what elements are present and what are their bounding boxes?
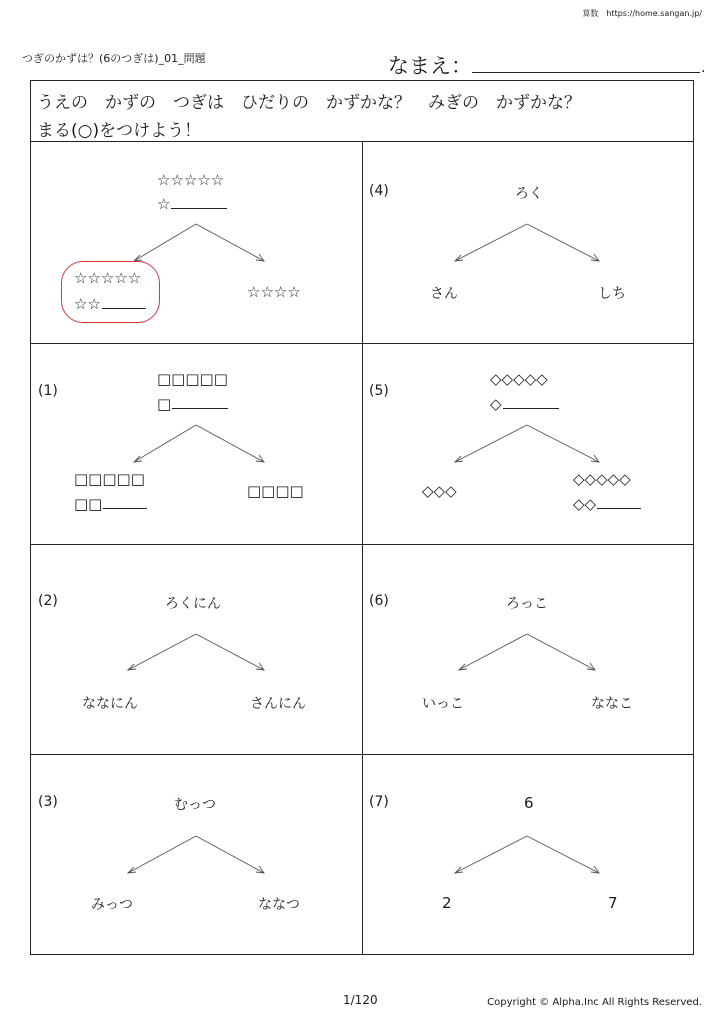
branch-arrows: [31, 343, 362, 544]
diamond-row-top-second: ◇: [490, 395, 559, 413]
star-row-left: ☆☆☆☆☆: [74, 269, 142, 287]
problem-1: [31, 343, 362, 544]
left-choice[interactable]: いっこ: [422, 696, 464, 712]
problem-number: (5): [369, 383, 389, 399]
instructions: [31, 81, 693, 142]
problem-number: (4): [369, 183, 389, 199]
top-word: むっつ: [174, 797, 216, 813]
instruction-line-1: うえの かずの つぎは ひだりの かずかな？ みぎの かずかな？: [37, 93, 581, 113]
square-row-top-second: □: [157, 395, 228, 413]
worksheet-title: つぎのかずは？(6のつぎは)_01_問題: [22, 52, 206, 65]
branch-arrows: [31, 544, 362, 754]
page-number: 1/120: [343, 993, 378, 1007]
problem-4: [362, 142, 695, 343]
branch-arrows: [362, 754, 695, 955]
right-choice[interactable]: ななこ: [591, 696, 633, 712]
top-word: ろっこ: [506, 596, 548, 612]
worksheet-grid: [30, 80, 694, 955]
diamond-row-right[interactable]: ◇◇◇◇◇: [573, 470, 631, 488]
right-choice[interactable]: 7: [608, 894, 618, 912]
star-row-top: ☆☆☆☆☆: [157, 171, 225, 189]
name-label: なまえ：: [388, 54, 472, 78]
diamond-row-top: ◇◇◇◇◇: [490, 370, 548, 388]
square-row-left-second[interactable]: □□: [74, 495, 147, 513]
blank-line: [597, 507, 641, 509]
diamond-row-left[interactable]: ◇◇◇: [422, 482, 457, 500]
branch-arrows: [362, 544, 695, 754]
problem-7: [362, 754, 695, 955]
left-choice[interactable]: ななにん: [82, 696, 138, 712]
left-choice[interactable]: さん: [430, 286, 458, 302]
left-choice[interactable]: みっつ: [91, 897, 133, 913]
example-problem: [31, 142, 362, 343]
problem-5: [362, 343, 695, 544]
star-row-left-second: ☆☆: [74, 295, 146, 313]
right-choice[interactable]: しち: [598, 286, 626, 302]
instruction-line-2: まる(○)をつけよう！: [37, 121, 202, 141]
top-number: 6: [524, 794, 534, 812]
branch-arrows: [362, 343, 695, 544]
star-row-top-second: ☆: [157, 195, 227, 213]
square-row-top: □□□□□: [157, 370, 228, 388]
blank-line: [102, 307, 146, 309]
left-choice[interactable]: 2: [442, 894, 452, 912]
right-choice[interactable]: さんにん: [250, 696, 306, 712]
problem-number: (1): [38, 383, 58, 399]
problem-number: (6): [369, 593, 389, 609]
square-row-left[interactable]: □□□□□: [74, 470, 145, 488]
problem-number: (3): [38, 794, 58, 810]
square-row-right[interactable]: □□□□: [247, 482, 304, 500]
diamond-row-right-second[interactable]: ◇◇: [573, 495, 641, 513]
problem-3: [31, 754, 362, 955]
top-word: ろくにん: [165, 596, 221, 612]
top-word: ろく: [515, 186, 543, 202]
site-url: 算数 https://home.sangan.jp/: [582, 9, 702, 18]
name-field-line[interactable]: [472, 72, 700, 73]
right-choice[interactable]: ななつ: [258, 897, 300, 913]
name-field-end: .: [701, 60, 706, 76]
star-row-right: ☆☆☆☆: [247, 283, 301, 301]
branch-arrows: [31, 754, 362, 955]
problem-2: [31, 544, 362, 754]
problem-number: (7): [369, 794, 389, 810]
branch-arrows: [362, 142, 695, 343]
problem-number: (2): [38, 593, 58, 609]
problem-6: [362, 544, 695, 754]
blank-line: [103, 507, 147, 509]
copyright: Copyright © Alpha.Inc All Rights Reserved.: [487, 997, 702, 1008]
